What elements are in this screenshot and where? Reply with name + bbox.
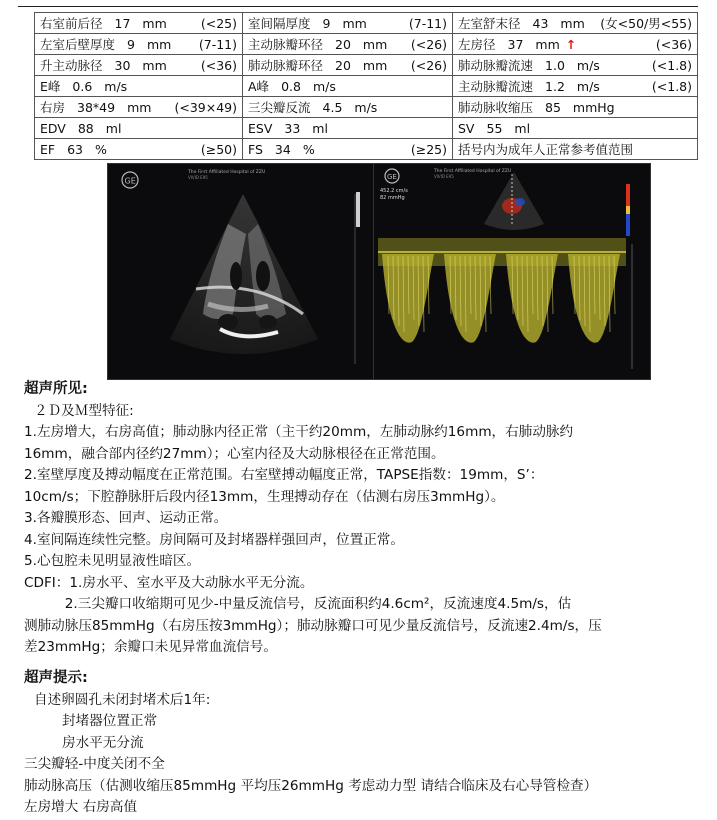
measurement-table (34, 12, 698, 160)
measurement-unit: ml (514, 120, 531, 136)
abnormal-flag-icon: ↑ (565, 36, 577, 52)
impression-line: 三尖瓣轻-中度关闭不全 (24, 756, 165, 772)
measurement-cell (243, 97, 453, 118)
measurement-value: 85 (545, 99, 561, 115)
measurement-value: 38*49 (77, 99, 116, 115)
measurement-unit: mm (127, 99, 152, 115)
measurement-unit: ml (105, 120, 122, 136)
findings-line: 3.各瓣膜形态、回声、运动正常。 (24, 510, 228, 526)
measurement-value: 0.8 (281, 78, 301, 94)
measurement-label: ESV (248, 120, 273, 136)
table-row (35, 118, 698, 139)
svg-text:VIVID E95: VIVID E95 (434, 174, 454, 179)
measurement-cell (243, 34, 453, 55)
measurement-cell (453, 13, 698, 34)
measurement-value: 1.0 (545, 57, 565, 73)
measurement-value: 20 (335, 36, 351, 52)
measurement-value: 1.2 (545, 78, 565, 94)
table-row (35, 76, 698, 97)
findings-line: 测肺动脉压85mmHg（右房压按3mmHg）；肺动脉瓣口可见少量反流信号，反流速2.4m/s，压 (24, 617, 602, 634)
findings-line: 2.室壁厚度及搏动幅度在正常范围。右室壁搏动幅度正常，TAPSE指数：19mm，S’： (24, 467, 544, 483)
measurement-label: 升主动脉径 (40, 58, 103, 73)
findings-line: 4.室间隔连续性完整。房间隔可及封堵器样强回声，位置正常。 (24, 531, 404, 548)
measurement-value: 4.5 (322, 99, 343, 115)
impression-line: 封堵器位置正常 (62, 713, 158, 729)
measurement-cell (453, 139, 698, 160)
reference-range: (≥25) (410, 141, 447, 157)
measurement-cell (35, 13, 243, 34)
reference-range: (7-11) (408, 15, 447, 31)
measurement-label: EF (40, 141, 56, 157)
measurement-unit: m/s (104, 78, 128, 94)
measurement-unit: % (302, 141, 315, 157)
measurement-label: A峰 (248, 79, 270, 94)
measurement-value: 34 (274, 141, 291, 157)
measurement-unit: m/s (576, 78, 600, 94)
measurement-cell (243, 76, 453, 97)
table-row (35, 55, 698, 76)
measurement-unit: mm (362, 36, 388, 52)
svg-text:82 mmHg: 82 mmHg (380, 195, 405, 201)
measurement-cell (35, 139, 243, 160)
measurement-value: 33 (284, 120, 301, 136)
measurement-label: 主动脉瓣环径 (248, 37, 324, 52)
findings-line: 1.左房增大，右房高值；肺动脉内径正常（主干约20mm，左肺动脉约16mm，右肺动脉约 (24, 424, 574, 440)
measurement-cell (453, 97, 698, 118)
measurement-label: EDV (40, 120, 66, 136)
table-row (35, 13, 698, 34)
table-row (35, 97, 698, 118)
measurement-label: 右房 (40, 100, 66, 115)
findings-line: 差23mmHg；余瓣口未见异常血流信号。 (24, 639, 277, 655)
measurement-value: 43 (532, 15, 549, 31)
measurement-value: 0.6 (72, 78, 93, 94)
measurement-value: 88 (77, 120, 94, 136)
measurement-unit: mm (560, 15, 585, 31)
echo-doppler-image (373, 163, 651, 380)
svg-text:GE: GE (387, 173, 397, 181)
impression-line: 自述卵圆孔未闭封堵术后1年: (34, 691, 211, 708)
measurement-label: 右室前后径 (40, 16, 103, 31)
image-header: The First Affiliated Hospital of ZZU (188, 170, 266, 175)
measurement-value: 17 (114, 15, 131, 31)
measurement-label: 肺动脉瓣流速 (458, 58, 534, 73)
measurement-unit: ml (312, 120, 328, 136)
echo-2d-image (107, 163, 384, 380)
svg-text:452.2 cm/s: 452.2 cm/s (380, 188, 408, 194)
measurement-label: 肺动脉收缩压 (458, 100, 534, 115)
reference-range: (女<50/男<55) (600, 16, 692, 31)
top-rule (18, 6, 698, 7)
measurement-cell (453, 76, 698, 97)
measurement-label: 肺动脉瓣环径 (248, 58, 324, 73)
measurement-cell (453, 118, 698, 139)
measurement-cell (453, 55, 698, 76)
measurement-value: 37 (507, 36, 524, 52)
measurement-cell (243, 139, 453, 160)
measurement-cell (35, 76, 243, 97)
svg-text:GE: GE (124, 176, 136, 186)
measurement-label: 左室舒末径 (458, 16, 521, 31)
measurement-unit: m/s (576, 57, 600, 73)
measurement-unit: mm (535, 36, 560, 52)
findings-line: 5.心包腔未见明显液性暗区。 (24, 553, 201, 569)
svg-text:The First Affiliated Hospital: The First Affiliated Hospital of ZZU (434, 169, 512, 174)
findings-line: CDFI：1.房水平、室水平及大动脉水平无分流。 (24, 574, 314, 591)
findings-section (24, 379, 699, 659)
reference-range: (≥50) (200, 141, 237, 157)
findings-subheading: ２Ｄ及Ｍ型特征: (34, 402, 134, 419)
table-row (35, 139, 698, 160)
measurement-cell (243, 55, 453, 76)
measurement-label: SV (458, 120, 475, 136)
measurement-value: 9 (127, 36, 135, 52)
measurement-unit: mm (142, 15, 167, 31)
impression-section (24, 668, 699, 819)
measurement-unit: mmHg (572, 99, 615, 115)
measurement-unit: mm (142, 57, 167, 73)
measurement-unit: mm (362, 57, 388, 73)
measurement-label: 主动脉瓣流速 (458, 79, 534, 94)
reference-range: (<39×49) (174, 99, 237, 115)
impression-line: 肺动脉高压（估测收缩压85mmHg 平均压26mmHg 考虑动力型 请结合临床及右心导管检查） (24, 777, 598, 794)
impression-line: 房水平无分流 (62, 734, 144, 751)
measurement-label: 括号内为成年人正常参考值范围 (458, 142, 634, 157)
reference-range: (<25) (200, 15, 237, 31)
measurement-label: E峰 (40, 79, 61, 94)
measurement-value: 9 (322, 15, 331, 31)
measurement-unit: mm (146, 36, 172, 52)
findings-heading: 超声所见: (24, 381, 88, 397)
measurement-value: 63 (67, 141, 83, 157)
measurement-label: 三尖瓣反流 (248, 100, 311, 115)
measurement-label: 室间隔厚度 (248, 16, 311, 31)
measurement-cell (35, 34, 243, 55)
measurement-label: 左房径 (458, 37, 496, 52)
measurement-cell (243, 118, 453, 139)
findings-line: 16mm，融合部内径约27mm）；心室内径及大动脉根径在正常范围。 (24, 445, 445, 462)
measurement-value: 20 (335, 57, 351, 73)
measurement-cell (243, 13, 453, 34)
measurement-cell (35, 118, 243, 139)
table-row (35, 34, 698, 55)
measurement-unit: m/s (354, 99, 378, 115)
findings-line: 10cm/s；下腔静脉肝后段内径13mm，生理搏动存在（估测右房压3mmHg）。 (24, 488, 505, 505)
measurement-unit: m/s (312, 78, 336, 94)
measurement-unit: mm (342, 15, 367, 31)
reference-range: (<36) (655, 36, 692, 52)
measurement-cell (35, 55, 243, 76)
reference-range: (<1.8) (651, 57, 692, 73)
measurement-label: 左室后壁厚度 (40, 37, 116, 52)
measurement-value: 55 (486, 120, 503, 136)
reference-range: (7-11) (198, 36, 237, 52)
measurement-cell (453, 34, 698, 55)
measurement-cell (35, 97, 243, 118)
impression-line: 左房增大 右房高值 (24, 799, 138, 815)
impression-heading: 超声提示: (24, 670, 88, 686)
reference-range: (<36) (200, 57, 237, 73)
measurement-label: FS (248, 141, 263, 157)
measurement-unit: % (95, 141, 107, 157)
svg-text:VIVID E95: VIVID E95 (188, 175, 208, 180)
measurement-value: 30 (114, 57, 131, 73)
findings-line: 2.三尖瓣口收缩期可见少-中量反流信号，反流面积约4.6cm²，反流速度4.5m/s，估 (24, 596, 572, 612)
reference-range: (<26) (410, 36, 447, 52)
reference-range: (<26) (410, 57, 447, 73)
reference-range: (<1.8) (651, 78, 692, 94)
